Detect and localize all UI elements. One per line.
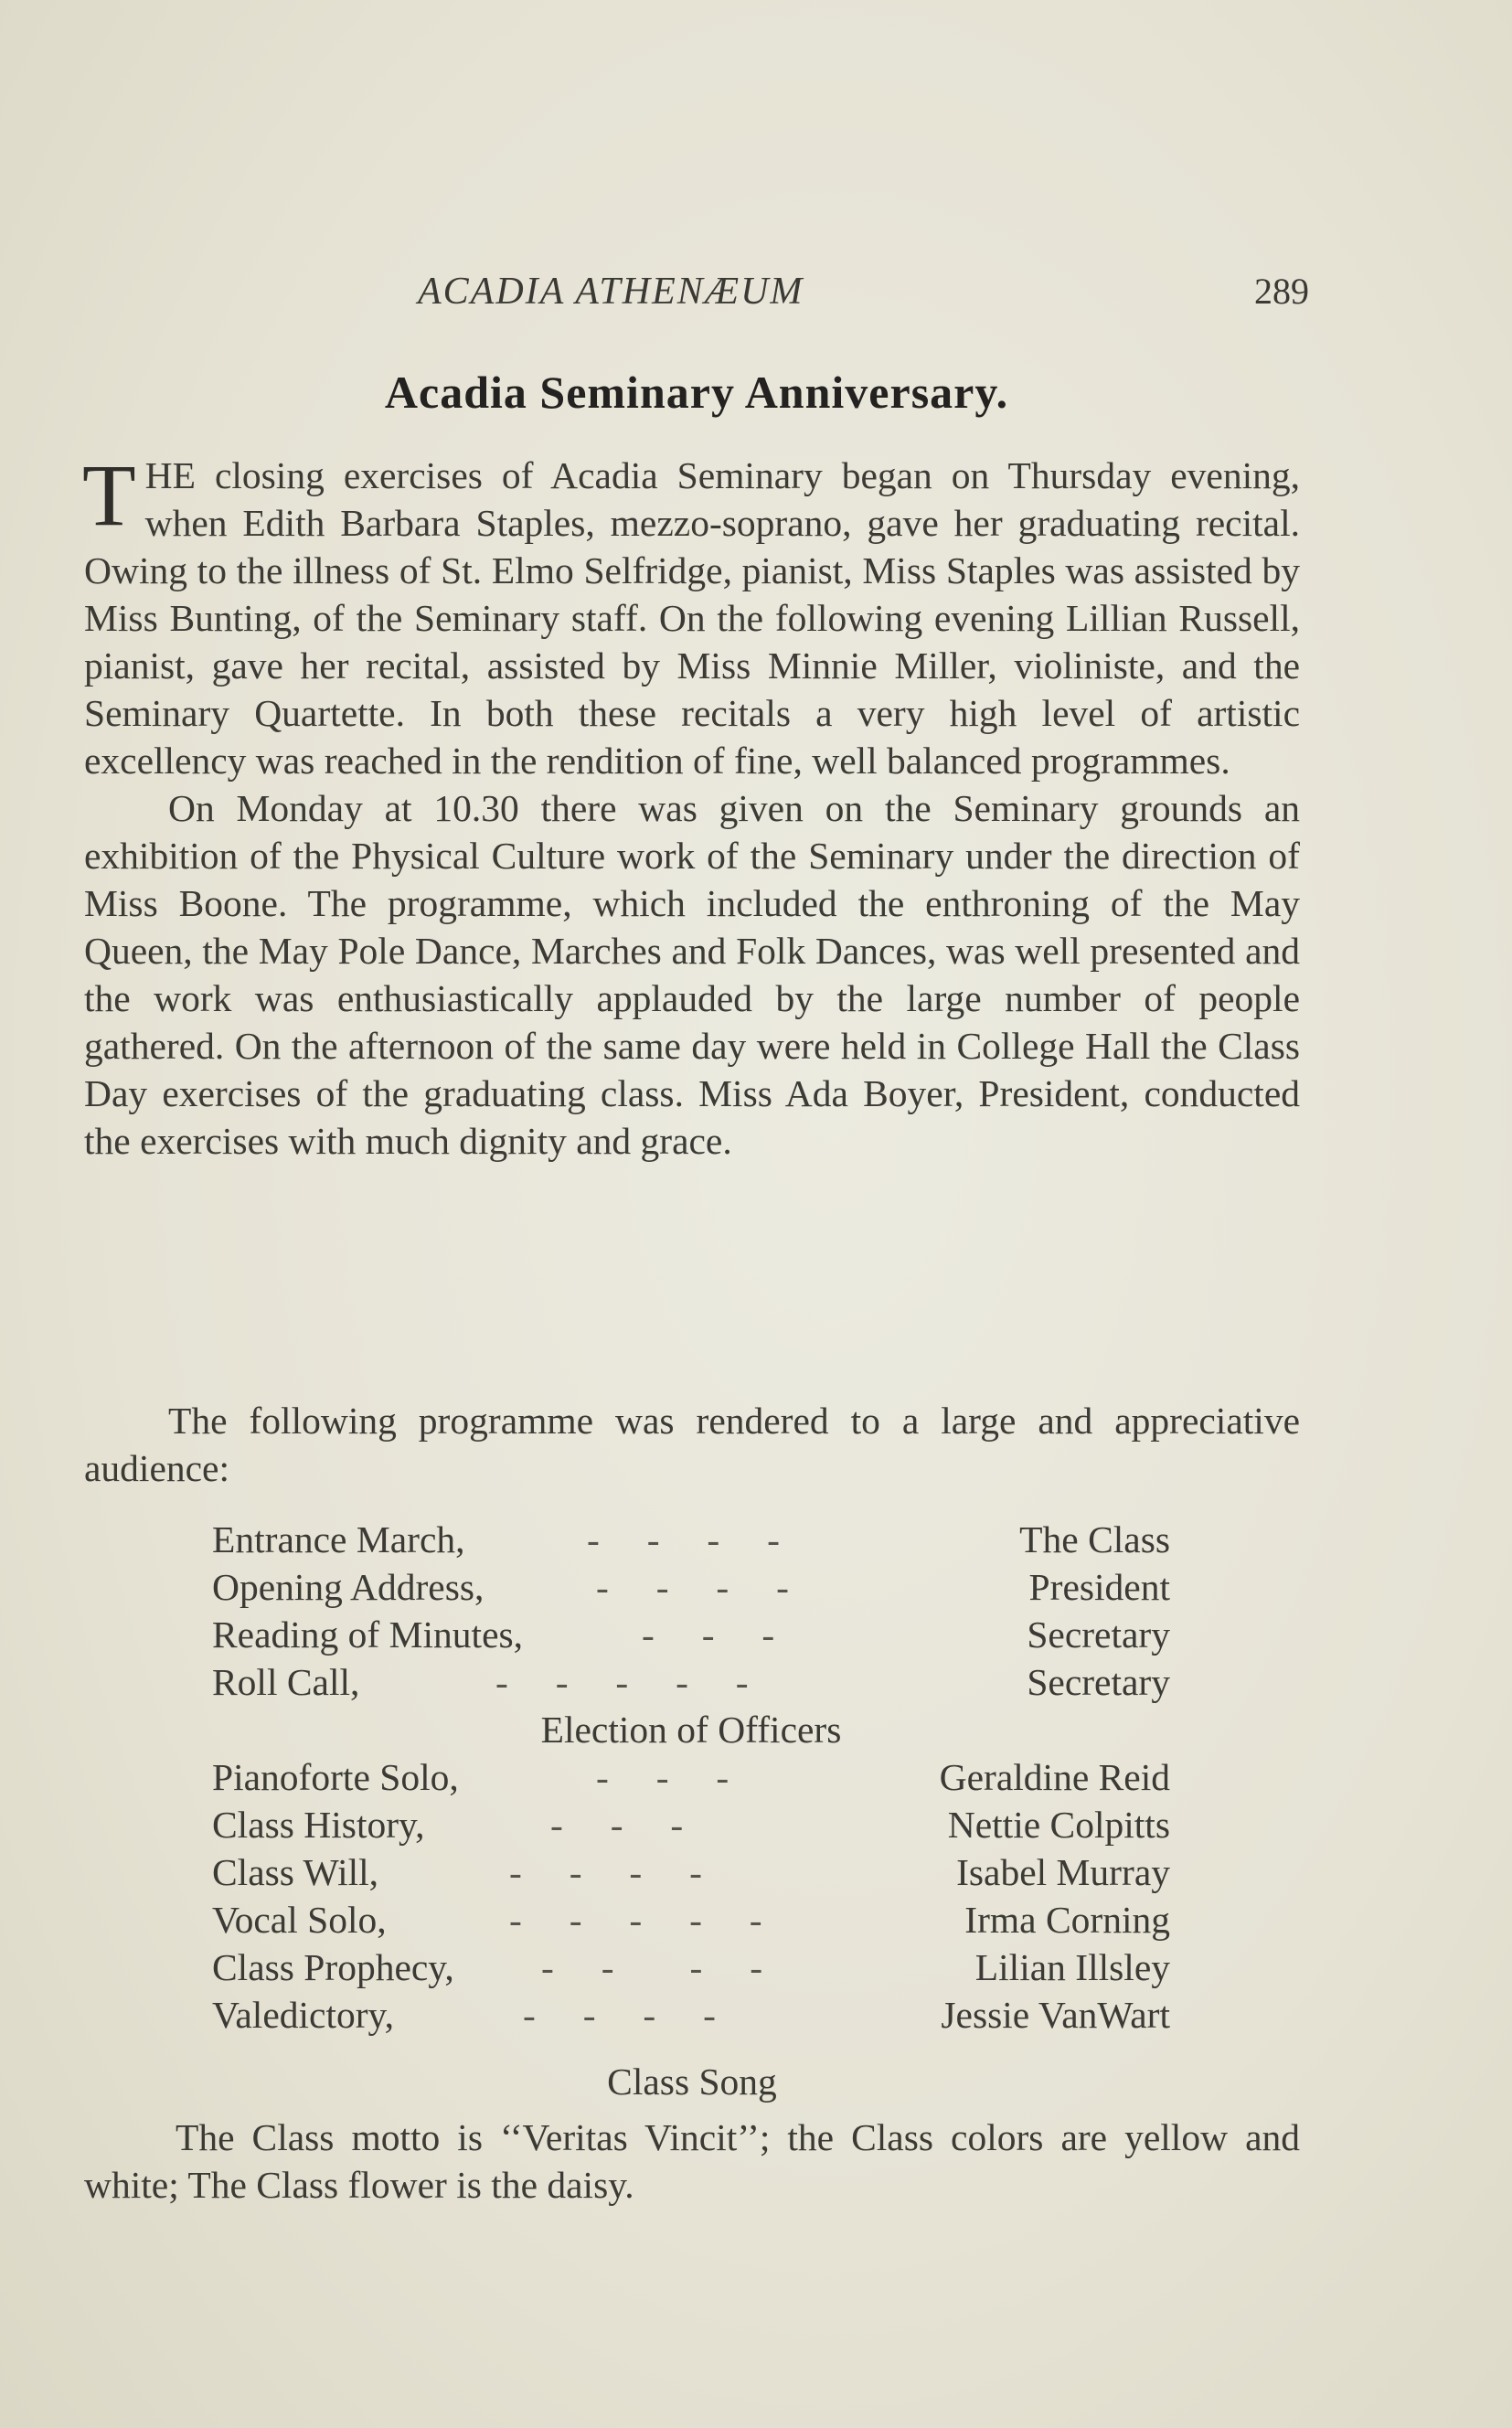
paragraph-1 — [82, 446, 1300, 784]
programme-leader-dashes: - - - — [550, 1804, 684, 1846]
programme-performer: Jessie VanWart — [941, 1994, 1170, 2036]
programme-row — [212, 1801, 1170, 1848]
programme-list — [212, 1516, 1170, 2039]
programme-leader-dashes: - - - — [642, 1613, 775, 1656]
programme-row — [212, 1991, 1170, 2039]
class-motto-paragraph: The Class motto is ‘‘Veritas Vincit’’; the Class colors are yellow and white; The Class flower is the daisy. — [84, 2116, 1300, 2206]
programme-item: Class Prophecy, — [212, 1946, 454, 1988]
programme-performer: Lilian Illsley — [974, 1946, 1170, 1988]
programme-row — [212, 1848, 1170, 1896]
programme-item: Valedictory, — [212, 1994, 394, 2036]
drop-cap: T — [82, 446, 136, 544]
programme-performer: Isabel Murray — [956, 1851, 1170, 1893]
programme-item: Roll Call, — [212, 1661, 360, 1703]
programme-leader-dashes: - - - - - — [509, 1899, 762, 1941]
programme-performer: Irma Corning — [964, 1899, 1170, 1941]
programme-row — [212, 1516, 1170, 1563]
paragraph-1-text: HE closing exercises of Acadia Seminary began on Thursday evening, when Edith Barbara Staples, mezzo-soprano, gave her graduating recital. Owing to the illness of St. Elmo Selfridge, pianist, Miss Staples was assisted by Miss Bunting, of the Seminary staff. On the following evening Lillian Russell, pianist, gave her recital, assisted by Miss Minnie Miller, violiniste, and the Seminary Quartette. In both these recitals a very high level of artistic excellency was reached in the rendition of fine, well balanced programmes. — [84, 454, 1300, 782]
programme-row — [212, 1658, 1170, 1706]
programme-leader-dashes: - - - - — [523, 1994, 716, 2036]
programme-item: Entrance March, — [212, 1518, 465, 1560]
running-head — [84, 270, 1309, 325]
programme-item: Pianoforte Solo, — [212, 1756, 459, 1798]
programme-leader-dashes: - - - - — [596, 1566, 789, 1608]
programme-performer: President — [1028, 1566, 1170, 1608]
programme-item: Class Will, — [212, 1851, 379, 1893]
programme-leader-dashes: - - - - - — [495, 1661, 749, 1703]
journal-title: ACADIA ATHENÆUM — [418, 271, 804, 313]
programme-leader-dashes: - - - - — [541, 1946, 763, 1988]
programme-interlude: Election of Officers — [540, 1709, 842, 1751]
programme-item: Vocal Solo, — [212, 1899, 387, 1941]
programme-item: Reading of Minutes, — [212, 1613, 524, 1656]
programme-leader-dashes: - - - — [596, 1756, 729, 1798]
page-number: 289 — [1254, 271, 1309, 312]
programme-performer: Nettie Colpitts — [947, 1804, 1170, 1846]
article-title: Acadia Seminary Anniversary. — [384, 367, 1009, 418]
programme-row — [212, 1896, 1170, 1943]
programme-leader-dashes: - - - - — [509, 1851, 702, 1893]
programme-leader-dashes: - - - - — [587, 1518, 780, 1560]
programme-performer: Secretary — [1027, 1613, 1170, 1656]
programme-row — [212, 1943, 1170, 1991]
programme-performer: The Class — [1019, 1518, 1170, 1560]
programme-performer: Geraldine Reid — [939, 1756, 1170, 1798]
programme-row — [212, 1563, 1170, 1611]
programme-row — [212, 1611, 1170, 1658]
programme-row — [212, 1706, 1170, 1753]
article-body — [82, 446, 1300, 1165]
programme-intro: The following programme was rendered to a large and appreciative audience: — [84, 1400, 1300, 1489]
paragraph-2: On Monday at 10.30 there was given on the Seminary grounds an exhibition of the Physical Culture work of the Seminary under the direction of Miss Boone. The programme, which included the enthroning of the May Queen, the May Pole Dance, Marches and Folk Dances, was well presented and the work was enthusiastically applauded by the large number of people gathered. On the afternoon of the same day were held in College Hall the Class Day exercises of the graduating class. Miss Ada Boyer, President, conducted the exercises with much dignity and grace. — [84, 787, 1300, 1162]
programme-row — [212, 1753, 1170, 1801]
programme-item: Opening Address, — [212, 1566, 484, 1608]
class-song: Class Song — [607, 2061, 777, 2103]
programme-performer: Secretary — [1027, 1661, 1170, 1703]
programme-item: Class History, — [212, 1804, 425, 1846]
